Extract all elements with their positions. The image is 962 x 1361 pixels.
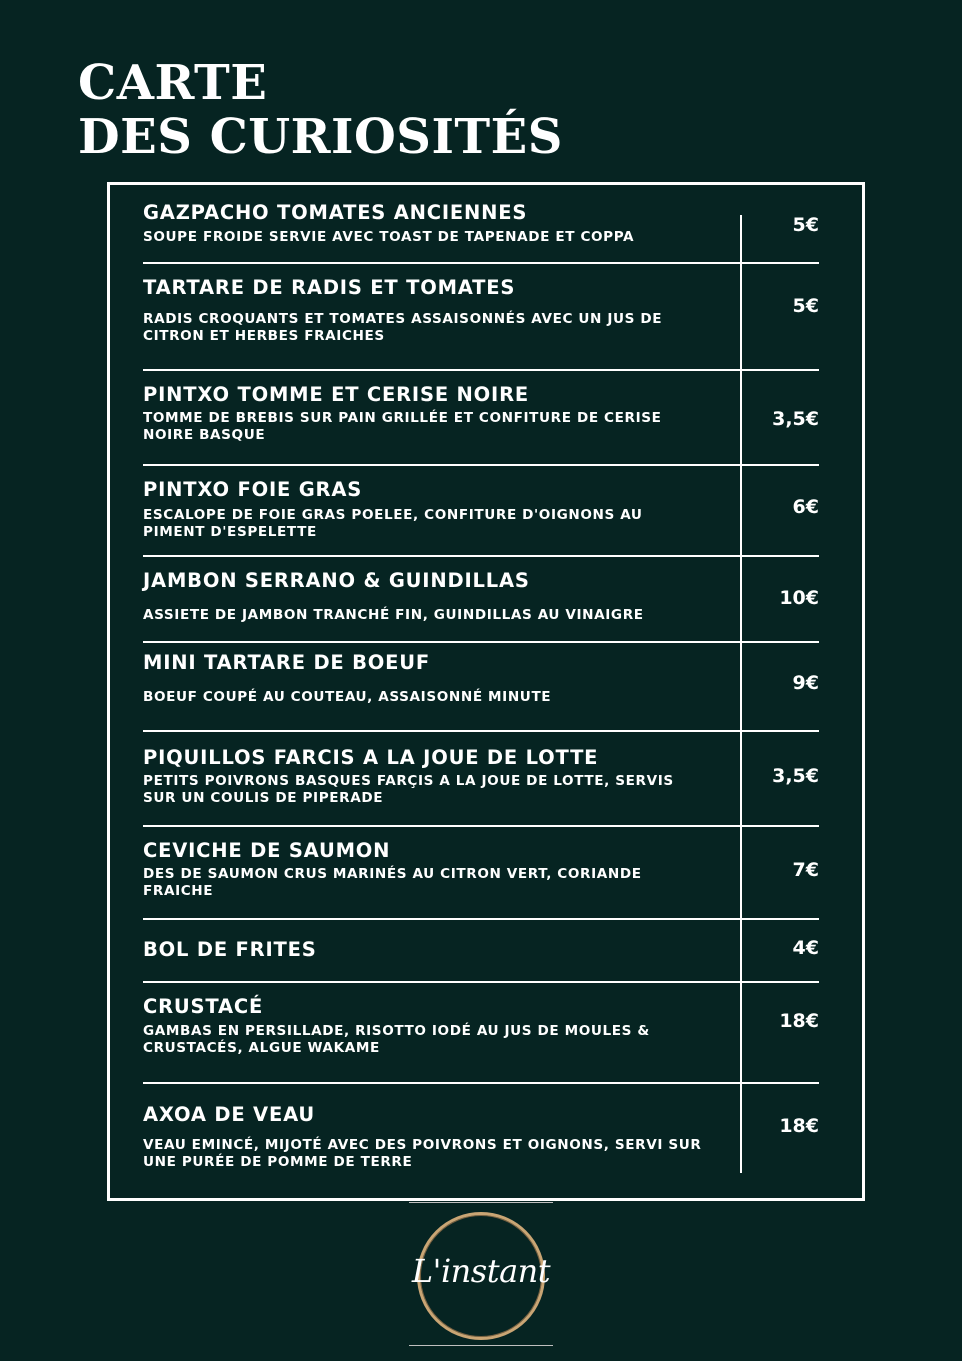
menu-item-price: 9€ bbox=[792, 672, 819, 694]
title-line-2: DES CURIOSITÉS bbox=[78, 109, 563, 165]
menu-item-desc: RADIS CROQUANTS ET TOMATES ASSAISONNÉS AVEC UN JUS DE CITRON ET HERBES FRAICHES bbox=[143, 311, 663, 344]
menu-item-price: 3,5€ bbox=[772, 408, 819, 430]
menu-item-price: 6€ bbox=[792, 496, 819, 518]
menu-separator bbox=[143, 730, 819, 732]
logo-rule-bottom bbox=[409, 1345, 553, 1346]
menu-item-name: PINTXO FOIE GRAS bbox=[143, 478, 363, 501]
menu-item-piquillos bbox=[143, 746, 819, 807]
menu-item-price: 5€ bbox=[792, 214, 819, 236]
menu-item-name: AXOA DE VEAU bbox=[143, 1103, 315, 1126]
logo-wordmark: L'instant bbox=[411, 1252, 551, 1290]
menu-item-name: MINI TARTARE DE BOEUF bbox=[143, 651, 431, 674]
menu-item-mini-tartare bbox=[143, 651, 819, 706]
menu-item-axoa bbox=[143, 1103, 819, 1171]
menu-item-gazpacho bbox=[143, 201, 819, 246]
menu-item-tartare-radis bbox=[143, 276, 819, 345]
menu-separator bbox=[143, 1082, 819, 1084]
menu-item-name: PINTXO TOMME ET CERISE NOIRE bbox=[143, 383, 530, 406]
menu-item-desc: TOMME DE BREBIS SUR PAIN GRILLÉE ET CONFITURE DE CERISE NOIRE BASQUE bbox=[143, 410, 662, 443]
menu-item-price: 7€ bbox=[792, 859, 819, 881]
menu-item-name: CEVICHE DE SAUMON bbox=[143, 839, 391, 862]
menu-item-bol-frites bbox=[143, 938, 819, 962]
menu-item-price: 18€ bbox=[779, 1115, 819, 1137]
menu-separator bbox=[143, 825, 819, 827]
menu-separator bbox=[143, 981, 819, 983]
menu-item-desc: ESCALOPE DE FOIE GRAS POELEE, CONFITURE D'OIGNONS AU PIMENT D'ESPELETTE bbox=[143, 507, 643, 540]
menu-separator bbox=[143, 641, 819, 643]
menu-item-desc: BOEUF COUPÉ AU COUTEAU, ASSAISONNÉ MINUTE bbox=[143, 689, 552, 705]
menu-item-desc: VEAU EMINCÉ, MIJOTÉ AVEC DES POIVRONS ET OIGNONS, SERVI SUR UNE PURÉE DE POMME DE TERRE bbox=[143, 1137, 702, 1170]
menu-item-price: 5€ bbox=[792, 295, 819, 317]
menu-item-price: 10€ bbox=[779, 587, 819, 609]
menu-item-jambon bbox=[143, 569, 819, 624]
restaurant-logo bbox=[409, 1200, 553, 1348]
menu-item-desc: GAMBAS EN PERSILLADE, RISOTTO IODÉ AU JUS DE MOULES & CRUSTACÉS, ALGUE WAKAME bbox=[143, 1023, 650, 1056]
menu-item-desc: SOUPE FROIDE SERVIE AVEC TOAST DE TAPENADE ET COPPA bbox=[143, 229, 635, 245]
menu-item-pintxo-foie-gras bbox=[143, 478, 819, 541]
menu-item-crustace bbox=[143, 995, 819, 1057]
menu-separator bbox=[143, 555, 819, 557]
menu-item-desc: PETITS POIVRONS BASQUES FARÇIS A LA JOUE DE LOTTE, SERVIS SUR UN COULIS DE PIPERADE bbox=[143, 773, 674, 806]
menu-item-pintxo-tomme bbox=[143, 383, 819, 444]
menu-item-name: BOL DE FRITES bbox=[143, 938, 317, 961]
menu-item-name: GAZPACHO TOMATES ANCIENNES bbox=[143, 201, 528, 224]
menu-item-desc: DES DE SAUMON CRUS MARINÉS AU CITRON VERT, CORIANDE FRAICHE bbox=[143, 866, 642, 899]
logo-rule-top bbox=[409, 1202, 553, 1203]
menu-item-ceviche bbox=[143, 839, 819, 900]
menu-item-name: CRUSTACÉ bbox=[143, 995, 264, 1018]
menu-item-name: PIQUILLOS FARCIS A LA JOUE DE LOTTE bbox=[143, 746, 599, 769]
menu-item-price: 4€ bbox=[792, 937, 819, 959]
menu-separator bbox=[143, 369, 819, 371]
menu-item-name: JAMBON SERRANO & GUINDILLAS bbox=[143, 569, 530, 592]
page-title bbox=[78, 56, 563, 164]
menu-item-desc: ASSIETE DE JAMBON TRANCHÉ FIN, GUINDILLAS AU VINAIGRE bbox=[143, 607, 644, 623]
title-line-1: CARTE bbox=[78, 55, 268, 111]
menu-separator bbox=[143, 464, 819, 466]
menu-separator bbox=[143, 262, 819, 264]
menu-separator bbox=[143, 918, 819, 920]
menu-item-price: 18€ bbox=[779, 1010, 819, 1032]
menu-item-price: 3,5€ bbox=[772, 765, 819, 787]
menu-item-name: TARTARE DE RADIS ET TOMATES bbox=[143, 276, 516, 299]
